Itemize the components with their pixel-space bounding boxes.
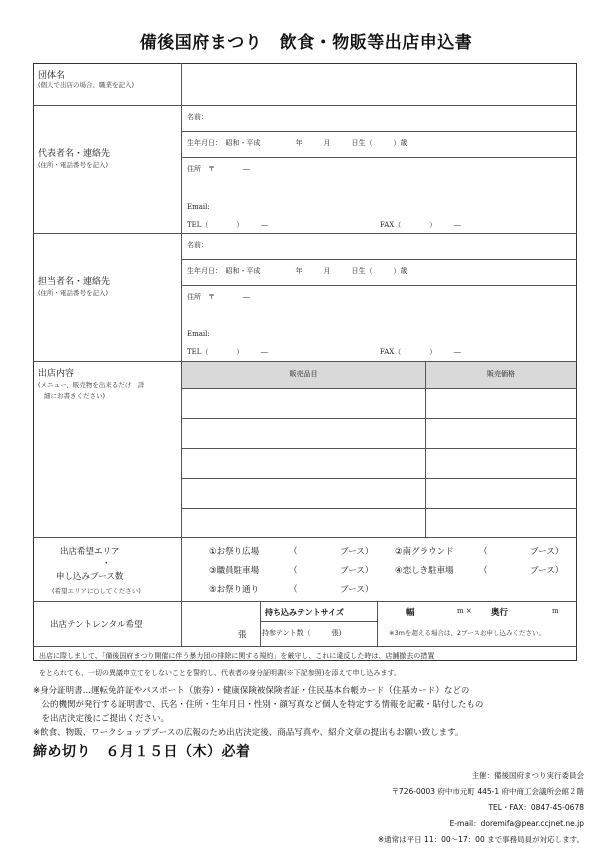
booth-count-label: 申し込みブース数 (56, 572, 124, 582)
organizer-email[interactable]: E-mail：doremifa@pear.ccjnet.ne.jp (449, 819, 584, 828)
tent-width-unit[interactable]: m × (457, 607, 472, 615)
group-name-field[interactable] (182, 64, 576, 105)
staff-label: 担当者名・連絡先 (38, 277, 111, 287)
area-booth-4[interactable]: （ ブース） (479, 566, 564, 576)
tent-note: ※3mを超える場合は、2ブースお申し込みください。 (389, 629, 546, 637)
staff-fax-field[interactable]: FAX（ ） ― (380, 348, 461, 356)
representative-note: (住所・電話番号を記入) (38, 161, 109, 169)
area-label: 出店希望エリア (60, 547, 120, 557)
area-dot: ・ (102, 559, 111, 569)
organizer-phone: TEL・FAX：0847-45-0678 (488, 803, 584, 812)
staff-address-field[interactable]: 住所 〒 ― (187, 293, 250, 301)
tent-depth-label: 奥行 (491, 608, 509, 618)
staff-note: (住所・電話番号を記入) (38, 289, 109, 297)
representative-fax-field[interactable]: FAX（ ） ― (380, 221, 461, 229)
tent-depth-unit[interactable]: m (552, 607, 559, 615)
col-price-header: 販売価格 (487, 370, 515, 378)
area-option-5[interactable]: ⑤お祭り通り (209, 585, 260, 595)
area-option-1[interactable]: ①お祭り広場 (209, 547, 260, 557)
pledge-line-2: をとられても、一切の異議申立てをしないことを誓約し、代表者の身分証明書(※下記参照)を添えて申し込みます。 (39, 669, 401, 677)
pledge-line-1: 出店に際しまして、「備後国府まつり開催に伴う暴力団の排除に関する規約」を厳守し、これに違反した時は、店舗撤去の措置 (39, 652, 435, 660)
representative-birth-field[interactable]: 生年月日： 昭和・平成 年 月 日生（ ）歳 (187, 139, 408, 147)
note-line-2: 公的機関が発行する証明書で、氏名・住所・生年月日・性別・顔写真など個人を特定する情報を記載・貼付したもの (33, 700, 484, 710)
representative-label: 代表者名・連絡先 (38, 149, 111, 159)
deadline: 締め切り ６月１５日（木）必着 (33, 744, 251, 760)
staff-name-field[interactable]: 名前： (187, 241, 208, 249)
content-label: 出店内容 (38, 369, 75, 379)
representative-tel-field[interactable]: TEL（ ） ― (187, 221, 268, 229)
tent-size-label: 持ち込みテントサイズ (265, 608, 344, 617)
tent-rental-unit[interactable]: 張 (238, 630, 247, 640)
note-line-1: ※身分証明書…運転免許証やパスポート（旅券）・健康保険被保険者証・住民基本台帳カード（住基カード）などの (33, 686, 470, 696)
area-booth-5[interactable]: （ ブース） (289, 585, 374, 595)
content-note-1: (メニュー、販売物を出来るだけ 詳 (38, 381, 145, 389)
content-note-2: 細にお書きください) (44, 392, 106, 400)
note-line-3: を出店決定後にご提出ください。 (33, 714, 170, 724)
area-note: (希望エリアに○してください) (52, 587, 141, 595)
area-option-2[interactable]: ②南グラウンド (395, 547, 454, 557)
staff-tel-field[interactable]: TEL（ ） ― (187, 348, 268, 356)
tent-width-label: 幅 (406, 608, 415, 618)
representative-name-field[interactable]: 名前： (187, 113, 208, 121)
group-note: (個人で出店の場合、職業を記入) (38, 81, 135, 89)
staff-birth-field[interactable]: 生年月日： 昭和・平成 年 月 日生（ ）歳 (187, 267, 408, 275)
area-option-3[interactable]: ③職員駐車場 (209, 566, 260, 576)
tent-count-field[interactable]: 持参テント数（ 張) (262, 629, 342, 637)
area-option-4[interactable]: ④恋しき駐車場 (395, 566, 454, 576)
col-item-header: 販売品目 (289, 370, 318, 378)
area-booth-1[interactable]: （ ブース） (289, 547, 374, 557)
form-title: 備後国府まつり 飲食・物販等出店申込書 (139, 33, 473, 53)
note-line-4: ※飲食、物販、ワークショップブースの広報のため出店決定後、商品写真や、紹介文章の提出もお願い致します。 (33, 728, 464, 738)
organizer: 主催：備後国府まつり実行委員会 (471, 771, 584, 780)
office-hours: ※通常は平日 11：00～17：00 まで事務局員が対応します。 (377, 835, 584, 844)
area-booth-3[interactable]: （ ブース） (289, 566, 374, 576)
group-label: 団体名 (38, 71, 66, 81)
organizer-address: 〒726-0003 府中市元町 445-1 府中商工会議所会館２階 (391, 787, 584, 796)
area-booth-2[interactable]: （ ブース） (479, 547, 564, 557)
representative-email-field[interactable]: Email: (187, 203, 210, 211)
representative-address-field[interactable]: 住所 〒 ― (187, 165, 250, 173)
staff-email-field[interactable]: Email: (187, 330, 210, 338)
tent-rental-label: 出店テントレンタル希望 (50, 620, 143, 630)
